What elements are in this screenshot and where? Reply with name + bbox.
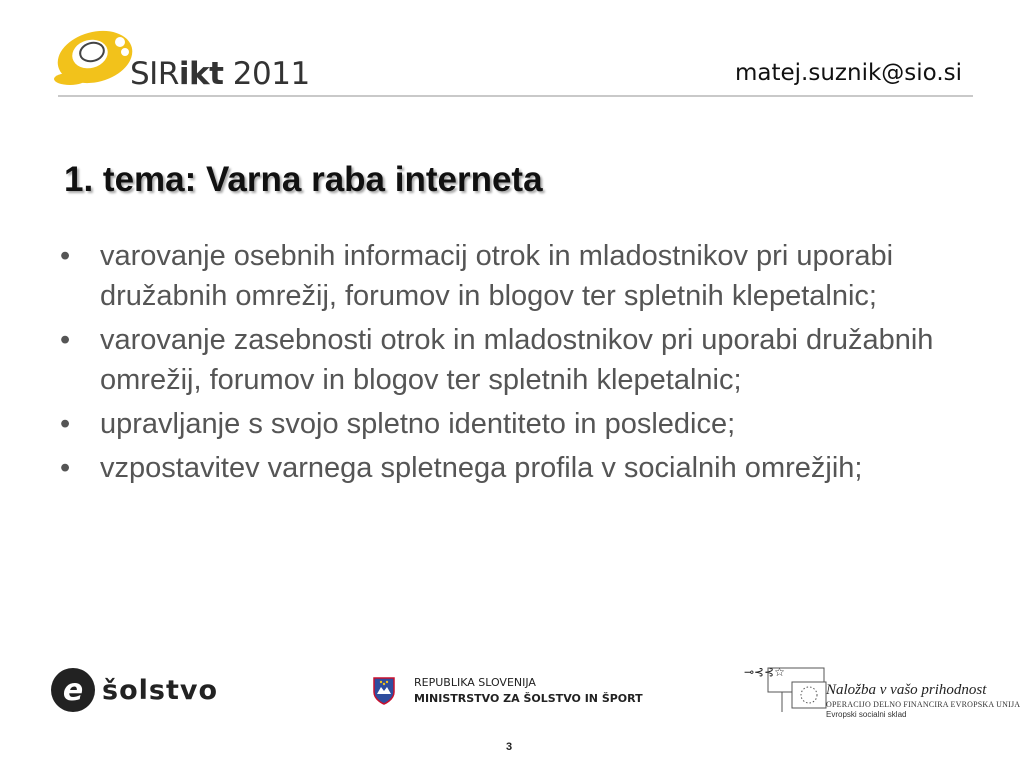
- page-number: 3: [506, 741, 513, 753]
- bullet-text: varovanje zasebnosti otrok in mladostnikov pri uporabi družabnih omrežij, forumov in blogov ter spletnih klepetalnic;: [100, 324, 934, 396]
- eu-funding-line: OPERACIJO DELNO FINANCIRA EVROPSKA UNIJA: [826, 700, 1021, 709]
- bullet-item: [60, 236, 970, 316]
- bullet-symbol: •: [60, 452, 71, 484]
- bullet-symbol: •: [60, 408, 71, 440]
- bullet-symbol: •: [60, 324, 71, 356]
- eu-fund-name: Evropski socialni sklad: [826, 710, 907, 719]
- svg-text:e: e: [62, 673, 84, 708]
- sirikt-logo-icon: [50, 24, 140, 94]
- ministry-line-1: REPUBLIKA SLOVENIJA: [414, 676, 536, 689]
- logo-text-year: 2011: [223, 56, 310, 92]
- e-solstvo-logo-icon: [50, 667, 96, 713]
- slovenia-coat-of-arms-icon: [372, 676, 396, 706]
- slide-title: 1. tema: Varna raba interneta: [64, 160, 543, 199]
- eu-funding-logo: [742, 660, 1021, 720]
- eu-flag-icon: [742, 660, 828, 718]
- e-solstvo-text: šolstvo: [102, 675, 219, 706]
- bullet-item: [60, 404, 970, 444]
- eu-slogan: Naložba v vašo prihodnost: [826, 682, 987, 698]
- bullet-text: varovanje osebnih informacij otrok in mladostnikov pri uporabi družabnih omrežij, forumov in blogov ter spletnih klepetalnic;: [100, 240, 894, 312]
- bullet-list: [60, 236, 970, 492]
- svg-text:⊸⊰⊰☆: ⊸⊰⊰☆: [744, 665, 785, 679]
- bullet-symbol: •: [60, 240, 71, 272]
- bullet-item: [60, 448, 970, 488]
- author-email: matej.suznik@sio.si: [734, 60, 962, 86]
- bullet-text: vzpostavitev varnega spletnega profila v socialnih omrežjih;: [100, 452, 863, 484]
- bullet-text: upravljanje s svojo spletno identiteto in posledice;: [100, 408, 736, 440]
- logo-text-sir: SIR: [130, 56, 179, 92]
- sirikt-logo-text: [130, 56, 310, 92]
- sirikt-logo: [50, 24, 310, 94]
- header-divider: [58, 95, 973, 97]
- ministry-line-2: MINISTRSTVO ZA ŠOLSTVO IN ŠPORT: [414, 692, 643, 705]
- bullet-item: [60, 320, 970, 400]
- logo-text-ikt: ikt: [178, 56, 224, 92]
